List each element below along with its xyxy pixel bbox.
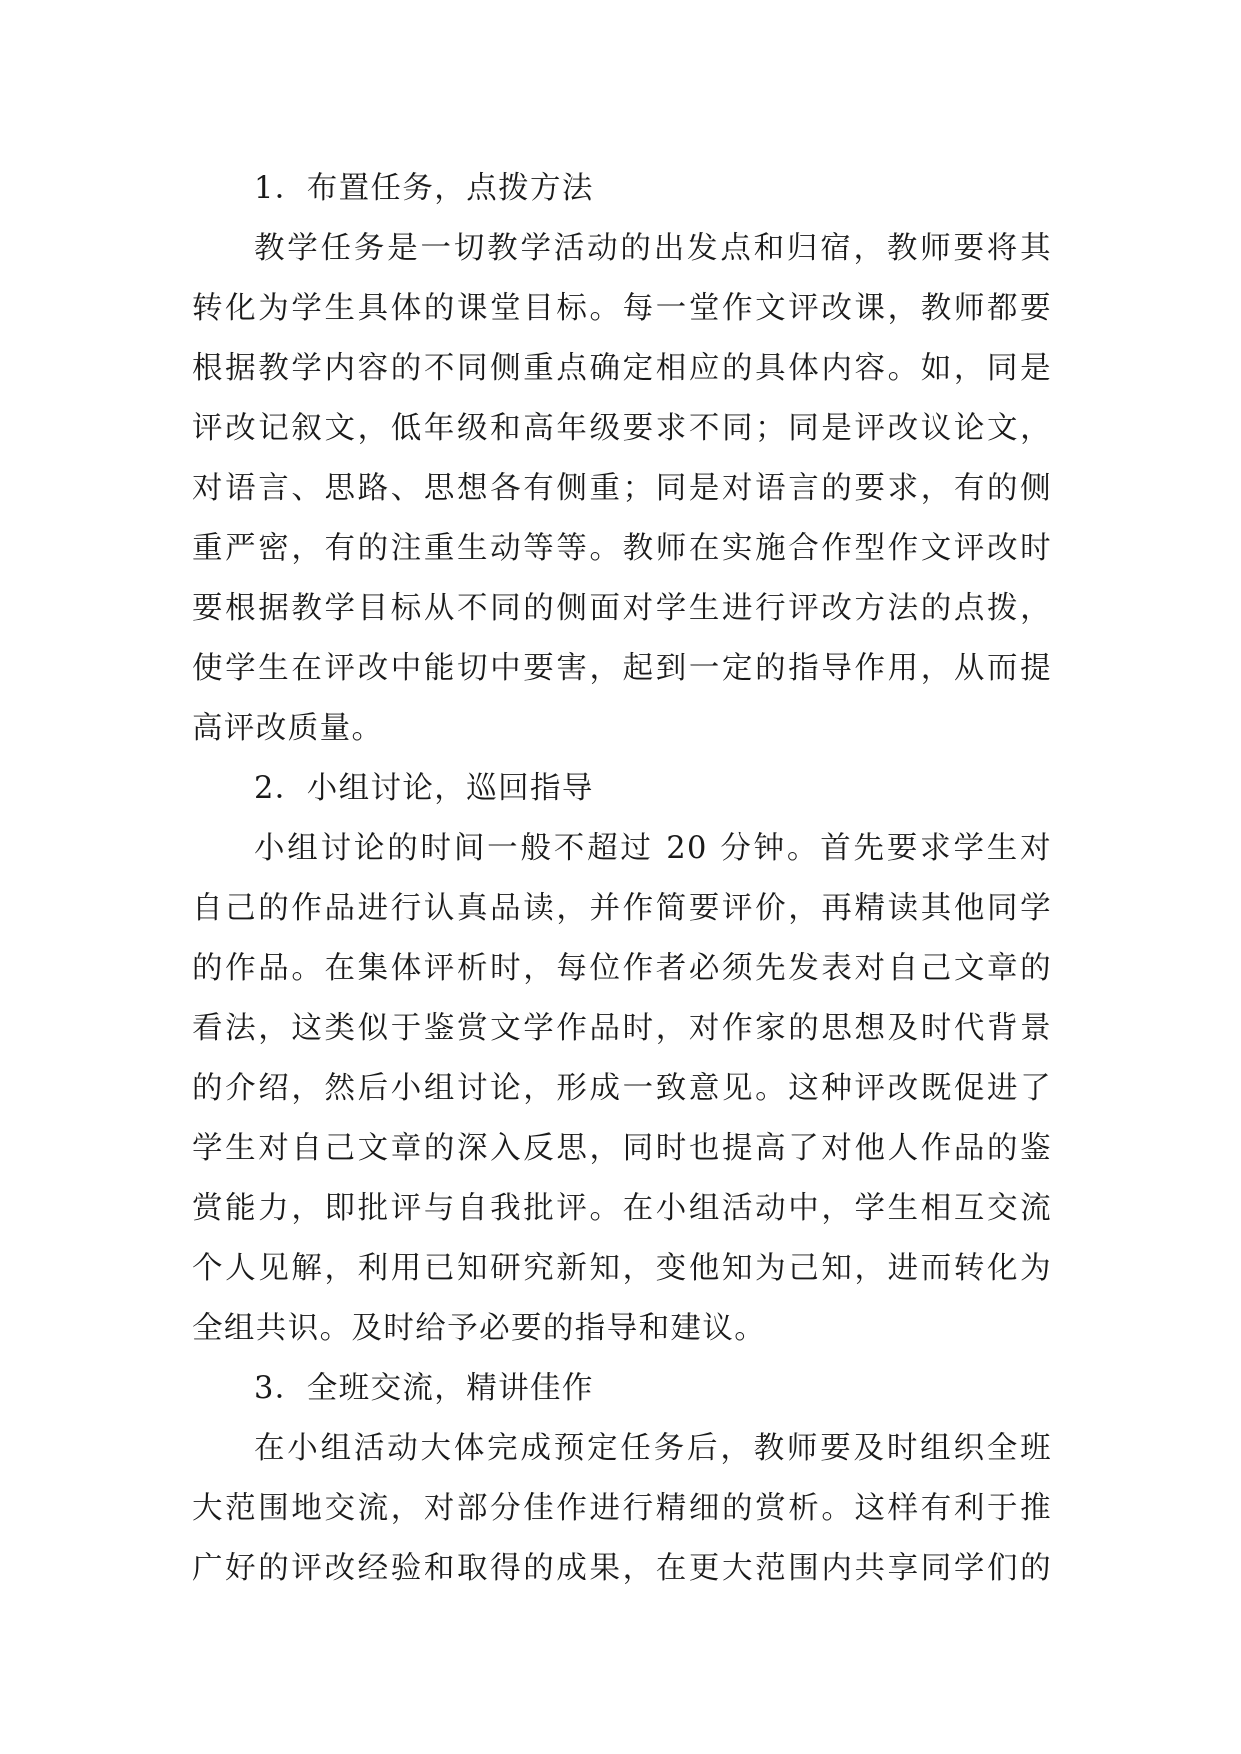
paragraph-line: 看法，这类似于鉴赏文学作品时，对作家的思想及时代背景 (192, 1011, 1052, 1046)
paragraph-line: 大范围地交流，对部分佳作进行精细的赏析。这样有利于推 (192, 1491, 1052, 1526)
paragraph-line: 在小组活动大体完成预定任务后，教师要及时组织全班 (254, 1431, 1052, 1466)
paragraph-line: 广好的评改经验和取得的成果，在更大范围内共享同学们的 (192, 1551, 1052, 1586)
paragraph-line: 的作品。在集体评析时，每位作者必须先发表对自己文章的 (192, 951, 1052, 986)
paragraph-line: 教学任务是一切教学活动的出发点和归宿，教师要将其 (254, 231, 1052, 266)
paragraph-line: 的介绍，然后小组讨论，形成一致意见。这种评改既促进了 (192, 1071, 1052, 1106)
section-heading: 1．布置任务，点拨方法 (254, 171, 594, 206)
paragraph-line: 赏能力，即批评与自我批评。在小组活动中，学生相互交流 (192, 1191, 1052, 1226)
paragraph-line: 要根据教学目标从不同的侧面对学生进行评改方法的点拨， (192, 591, 1052, 626)
paragraph-line: 转化为学生具体的课堂目标。每一堂作文评改课，教师都要 (192, 291, 1052, 326)
section-heading: 2．小组讨论，巡回指导 (254, 771, 594, 806)
paragraph-line: 自己的作品进行认真品读，并作简要评价，再精读其他同学 (192, 891, 1052, 926)
document-body (192, 159, 1052, 1599)
paragraph-line: 根据教学内容的不同侧重点确定相应的具体内容。如，同是 (192, 351, 1052, 386)
section-heading: 3．全班交流，精讲佳作 (254, 1371, 594, 1406)
paragraph-line: 对语言、思路、思想各有侧重；同是对语言的要求，有的侧 (192, 471, 1052, 506)
paragraph-line: 全组共识。及时给予必要的指导和建议。 (192, 1311, 767, 1346)
paragraph-line: 使学生在评改中能切中要害，起到一定的指导作用，从而提 (192, 651, 1052, 686)
paragraph-line: 重严密，有的注重生动等等。教师在实施合作型作文评改时 (192, 531, 1052, 566)
paragraph-line: 评改记叙文，低年级和高年级要求不同；同是评改议论文， (192, 411, 1052, 446)
paragraph-line: 小组讨论的时间一般不超过 20 分钟。首先要求学生对 (254, 831, 1052, 866)
paragraph-line: 学生对自己文章的深入反思，同时也提高了对他人作品的鉴 (192, 1131, 1052, 1166)
paragraph-line: 高评改质量。 (192, 711, 384, 746)
paragraph-line: 个人见解，利用已知研究新知，变他知为己知，进而转化为 (192, 1251, 1052, 1286)
